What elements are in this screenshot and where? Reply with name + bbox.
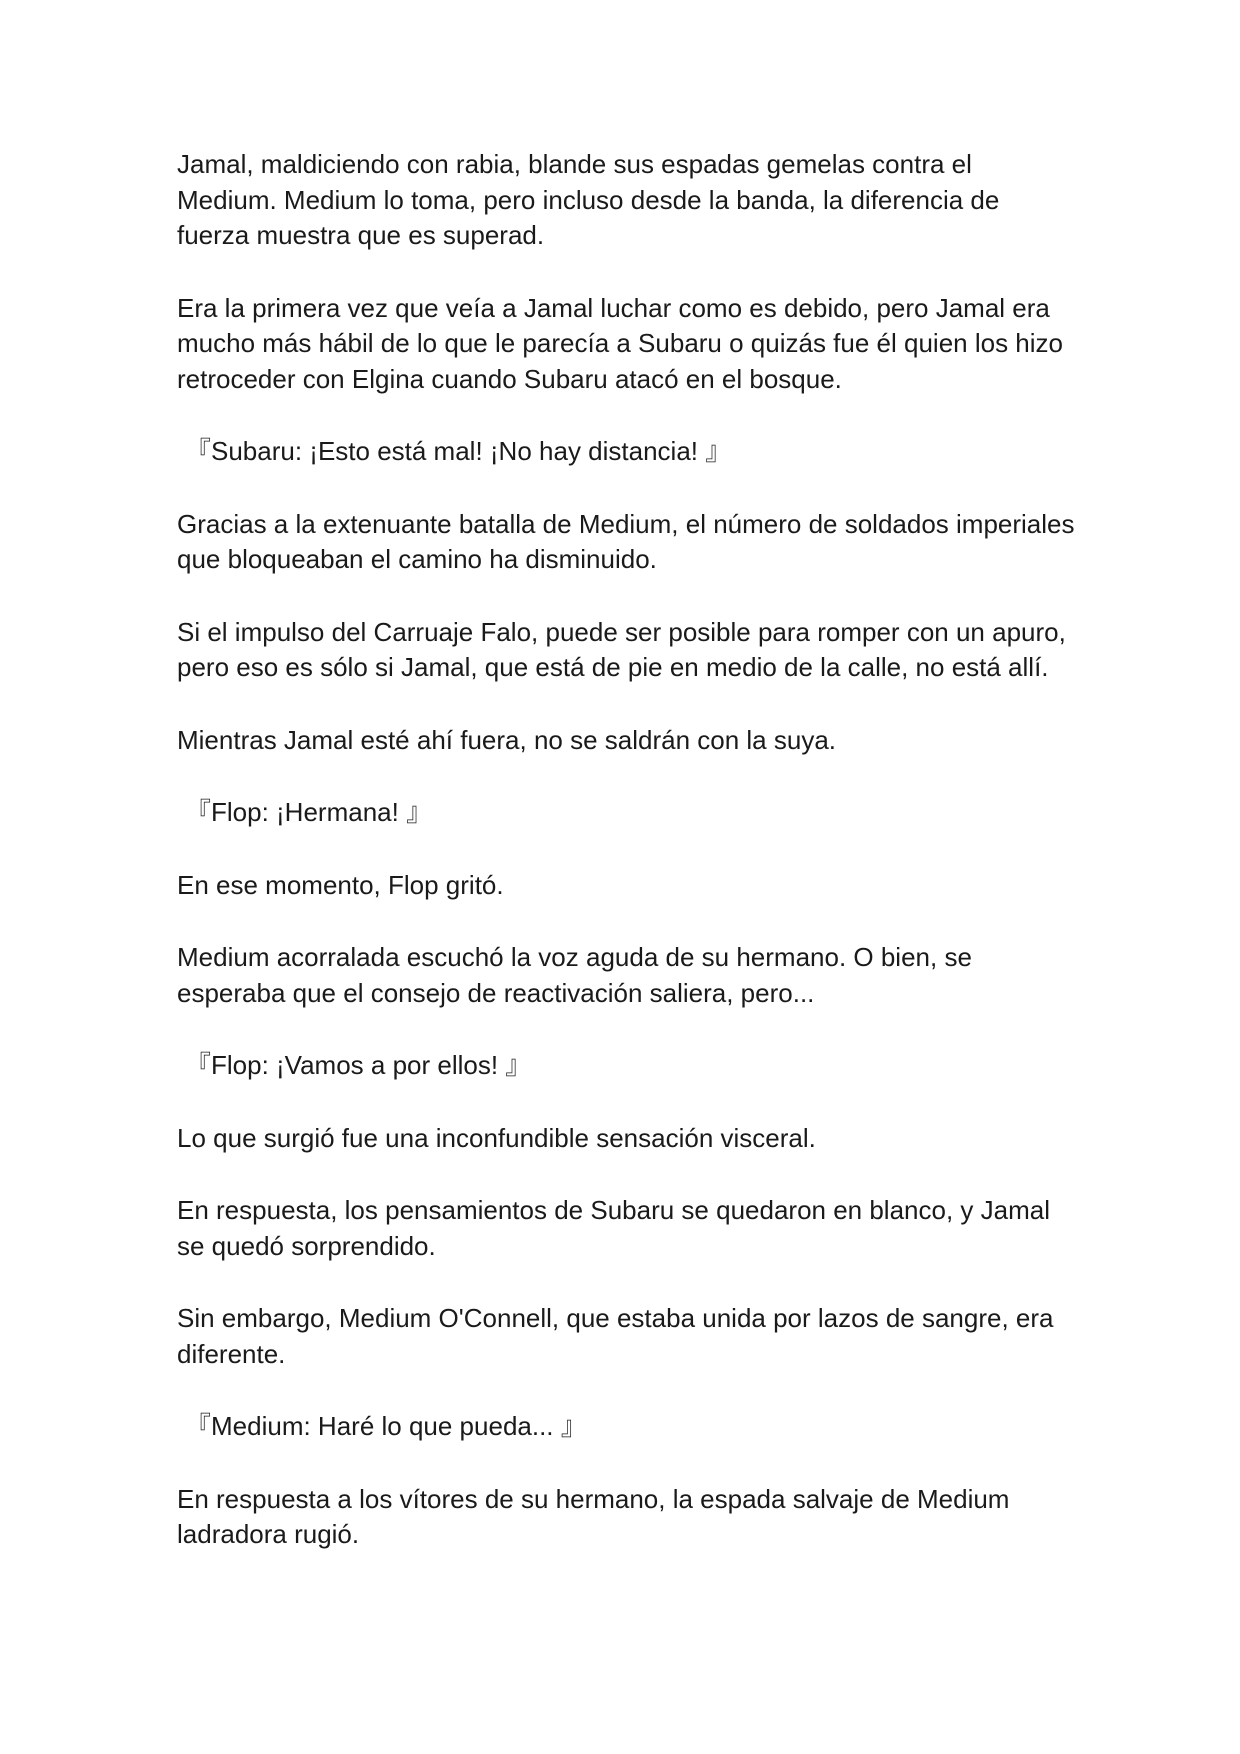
- paragraph: En respuesta, los pensamientos de Subaru se quedaron en blanco, y Jamal se quedó sorprendido.: [177, 1195, 1050, 1261]
- dialogue-line: 『Medium: Haré lo que pueda... 』: [185, 1411, 587, 1441]
- paragraph: En ese momento, Flop gritó.: [177, 869, 504, 900]
- paragraph: Gracias a la extenuante batalla de Medium, el número de soldados imperiales que bloqueaban el camino ha disminuido.: [177, 508, 1075, 574]
- paragraph: Si el impulso del Carruaje Falo, puede ser posible para romper con un apuro, pero eso es sólo si Jamal, que está de pie en medio de la calle, no está allí.: [177, 616, 1066, 682]
- paragraph: Mientras Jamal esté ahí fuera, no se saldrán con la suya.: [177, 724, 837, 755]
- dialogue-line: 『Flop: ¡Hermana! 』: [185, 797, 433, 827]
- document-body: [177, 147, 1077, 1590]
- paragraph: Jamal, maldiciendo con rabia, blande sus espadas gemelas contra el Medium. Medium lo toma, pero incluso desde la banda, la diferencia de fuerza muestra que es superad.: [177, 149, 1000, 250]
- dialogue-line: 『Subaru: ¡Esto está mal! ¡No hay distancia! 』: [185, 436, 732, 466]
- paragraph: En respuesta a los vítores de su hermano, la espada salvaje de Medium ladradora rugió.: [177, 1483, 1010, 1549]
- paragraph: Era la primera vez que veía a Jamal luchar como es debido, pero Jamal era mucho más hábil de lo que le parecía a Subaru o quizás fue él quien los hizo retroceder con Elgina cuando Subaru atacó en el bosque.: [177, 292, 1064, 394]
- paragraph: Sin embargo, Medium O'Connell, que estaba unida por lazos de sangre, era diferente.: [177, 1303, 1054, 1369]
- paragraph: Lo que surgió fue una inconfundible sensación visceral.: [177, 1122, 816, 1153]
- dialogue-line: 『Flop: ¡Vamos a por ellos! 』: [185, 1050, 532, 1080]
- paragraph: Medium acorralada escuchó la voz aguda de su hermano. O bien, se esperaba que el consejo de reactivación saliera, pero...: [177, 942, 972, 1008]
